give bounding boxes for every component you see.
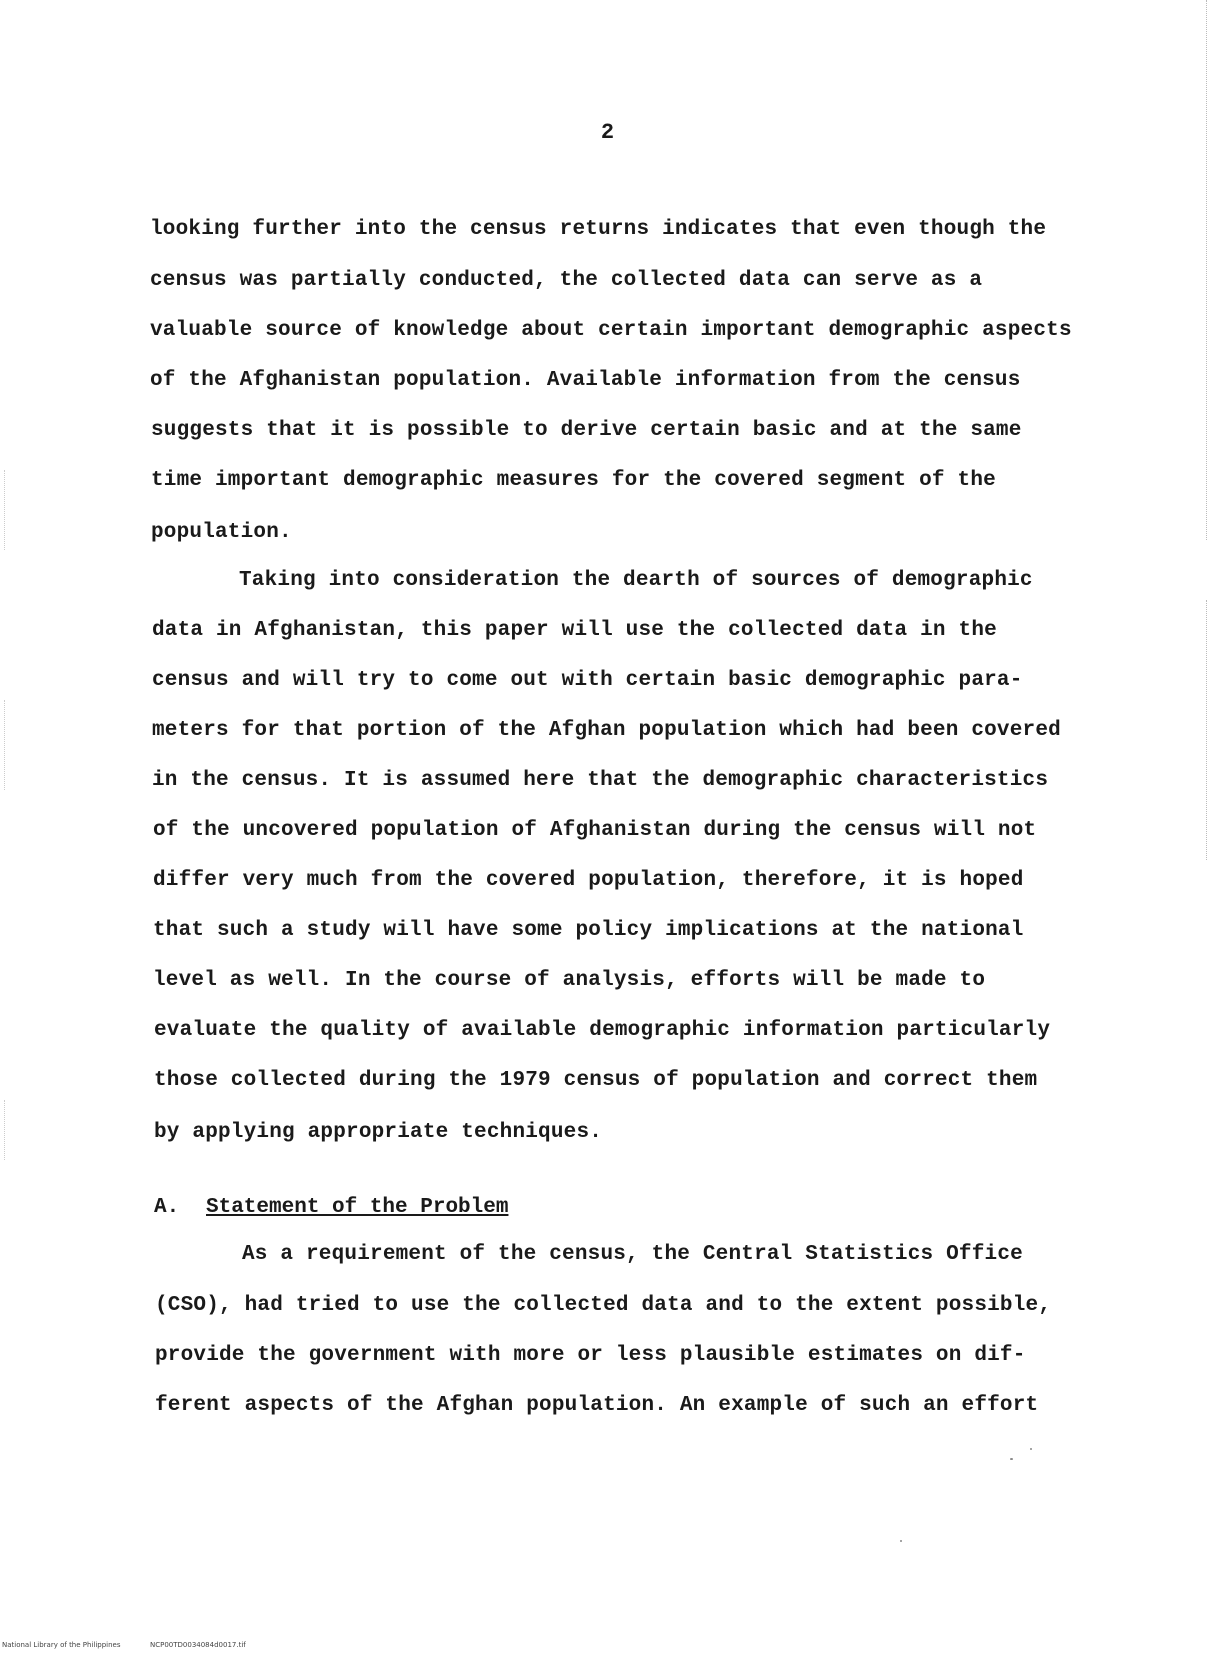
section-title: Statement of the Problem: [206, 1196, 509, 1219]
paragraph2-line-6: of the uncovered population of Afghanistan during the census will not: [153, 819, 1037, 842]
scan-edge-right-top: [1204, 0, 1207, 540]
paragraph1-line-1: looking further into the census returns indicates that even though the: [150, 218, 1047, 241]
paragraph2-line-8: that such a study will have some policy implications at the national: [153, 919, 1024, 942]
paragraph2-line-12: by applying appropriate techniques.: [154, 1121, 603, 1144]
paragraph1-line-2: census was partially conducted, the collected data can serve as a: [150, 269, 983, 292]
paragraph1-line-7: population.: [151, 521, 292, 544]
paragraph2-line-10: evaluate the quality of available demographic information particularly: [154, 1019, 1051, 1042]
paragraph1-line-6: time important demographic measures for the covered segment of the: [151, 469, 996, 492]
paragraph3-line-1: As a requirement of the census, the Central Statistics Office: [242, 1243, 1023, 1266]
paragraph1-line-5: suggests that it is possible to derive certain basic and at the same: [151, 419, 1022, 442]
paragraph3-line-3: provide the government with more or less plausible estimates on dif-: [155, 1344, 1026, 1367]
paragraph2-line-5: in the census. It is assumed here that the demographic characteristics: [152, 769, 1049, 792]
scan-speck: [1010, 1458, 1013, 1460]
footer-file-id: NCP00TD0034084d0017.tif: [150, 1641, 246, 1649]
paragraph3-line-2: (CSO), had tried to use the collected data and to the extent possible,: [155, 1294, 1052, 1317]
paragraph2-line-2: data in Afghanistan, this paper will use the collected data in the: [152, 619, 997, 642]
paragraph2-line-7: differ very much from the covered population, therefore, it is hoped: [153, 869, 1024, 892]
paragraph2-line-4: meters for that portion of the Afghan population which had been covered: [152, 719, 1061, 742]
paragraph1-line-3: valuable source of knowledge about certain important demographic aspects: [150, 319, 1072, 342]
scan-edge-left-2: [4, 700, 7, 790]
paragraph3-line-4: ferent aspects of the Afghan population. An example of such an effort: [155, 1394, 1039, 1417]
section-label: A.: [154, 1196, 180, 1219]
paragraph2-line-3: census and will try to come out with certain basic demographic para-: [152, 669, 1023, 692]
footer-library: National Library of the Philippines: [2, 1641, 121, 1649]
scan-edge-left-1: [4, 470, 7, 550]
paragraph2-line-9: level as well. In the course of analysis, efforts will be made to: [153, 969, 986, 992]
paragraph2-line-11: those collected during the 1979 census of population and correct them: [154, 1069, 1038, 1092]
scan-edge-right-mid: [1204, 600, 1207, 860]
page-number: 2: [600, 120, 615, 145]
scan-speck: [900, 1540, 902, 1542]
paragraph2-line-1: Taking into consideration the dearth of sources of demographic: [239, 569, 1033, 592]
scan-edge-left-3: [4, 1100, 7, 1160]
scan-speck: [1030, 1448, 1032, 1450]
paragraph1-line-4: of the Afghanistan population. Available information from the census: [150, 369, 1021, 392]
